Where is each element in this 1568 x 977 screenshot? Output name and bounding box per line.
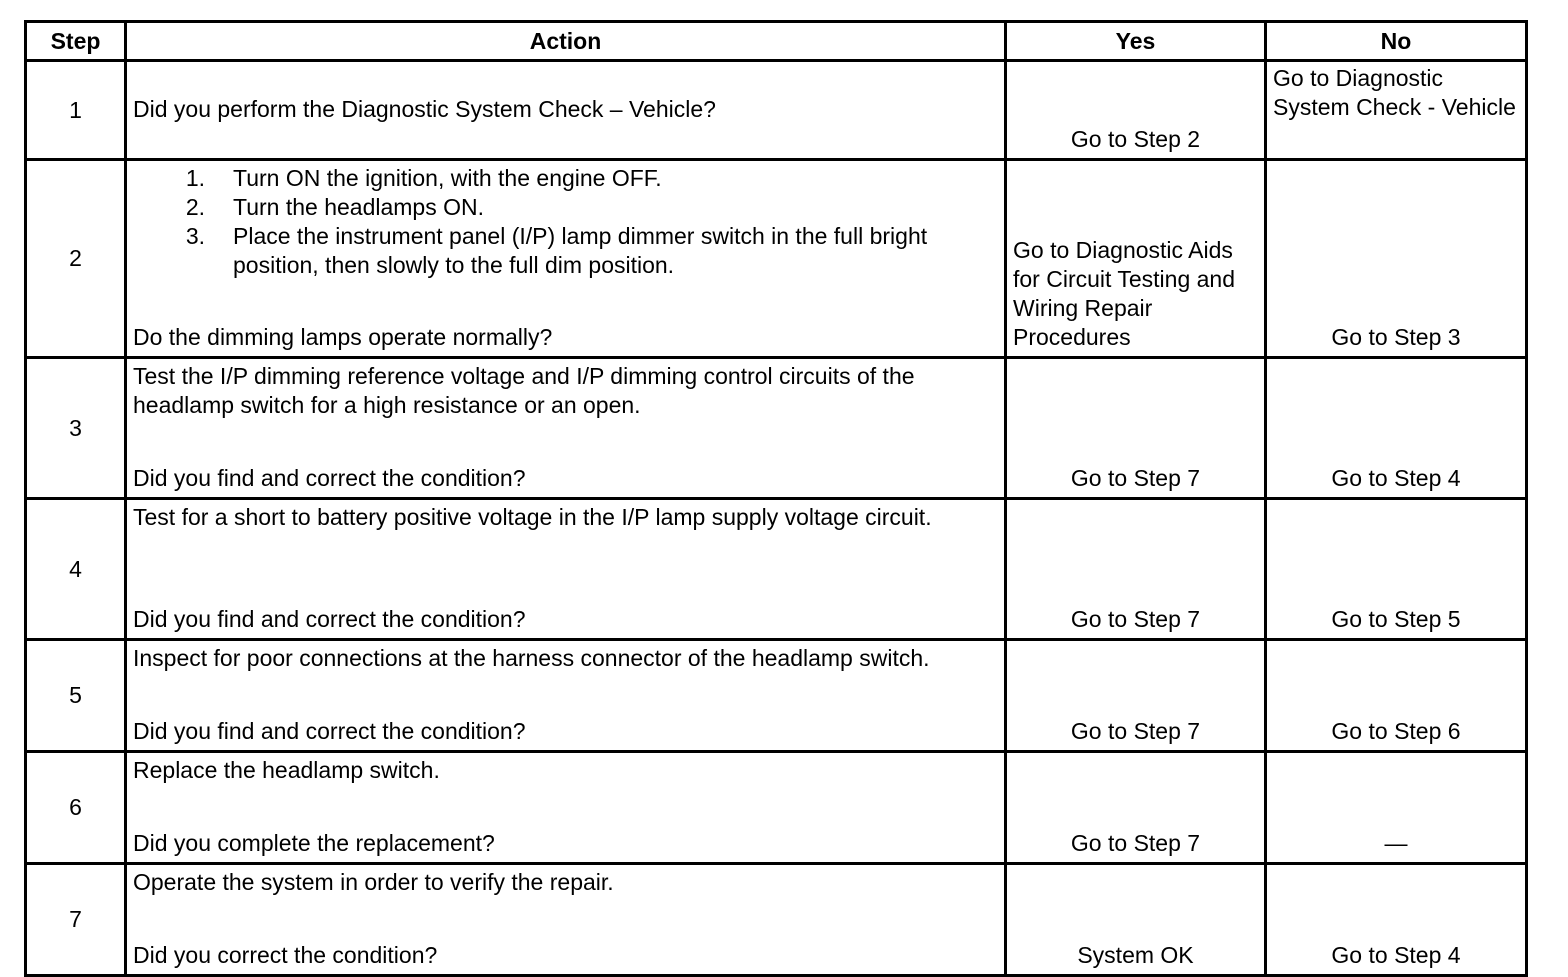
- table-row: [26, 160, 1527, 358]
- action-instruction: Test for a short to battery positive voltage in the I/P lamp supply voltage circuit.: [133, 504, 932, 530]
- action-cell: [126, 499, 1006, 640]
- yes-cell: Go to Step 7: [1006, 640, 1266, 752]
- no-cell: Go to Step 4: [1266, 864, 1527, 976]
- no-cell: Go to Step 6: [1266, 640, 1527, 752]
- table-row: [26, 358, 1527, 499]
- action-question: Did you complete the replacement?: [133, 830, 495, 856]
- step-number: 2: [26, 160, 126, 358]
- diagnostic-table: [24, 20, 1528, 977]
- action-instruction: Inspect for poor connections at the harness connector of the headlamp switch.: [133, 645, 930, 671]
- yes-cell: Go to Diagnostic Aids for Circuit Testing and Wiring Repair Procedures: [1006, 160, 1266, 358]
- step-number: 7: [26, 864, 126, 976]
- table-row: [26, 752, 1527, 864]
- header-step: Step: [26, 22, 126, 61]
- action-instruction: Operate the system in order to verify the repair.: [133, 869, 614, 895]
- action-question: Did you find and correct the condition?: [133, 606, 526, 632]
- substep: 1. Turn ON the ignition, with the engine OFF.: [185, 165, 662, 191]
- action-question: Did you find and correct the condition?: [133, 718, 526, 744]
- step-number: 5: [26, 640, 126, 752]
- step-number: 6: [26, 752, 126, 864]
- table-row: [26, 499, 1527, 640]
- substep: 3. Place the instrument panel (I/P) lamp dimmer switch in the full bright position, then slowly to the full dim position.: [185, 223, 928, 278]
- table-row: [26, 61, 1527, 160]
- action-cell: [126, 864, 1006, 976]
- table-row: [26, 640, 1527, 752]
- action-cell: [126, 160, 1006, 358]
- substep: 2. Turn the headlamps ON.: [185, 194, 484, 220]
- substep-list: [133, 164, 998, 280]
- step-number: 1: [26, 61, 126, 160]
- no-cell: Go to Step 5: [1266, 499, 1527, 640]
- header-row: [26, 22, 1527, 61]
- action-instruction: Replace the headlamp switch.: [133, 757, 440, 783]
- table-row: [26, 864, 1527, 976]
- action-cell: [126, 752, 1006, 864]
- action-question: Did you perform the Diagnostic System Check – Vehicle?: [133, 96, 716, 122]
- yes-cell: System OK: [1006, 864, 1266, 976]
- header-no: No: [1266, 22, 1527, 61]
- action-question: Did you find and correct the condition?: [133, 465, 526, 491]
- action-question: Did you correct the condition?: [133, 942, 438, 968]
- yes-cell: Go to Step 7: [1006, 499, 1266, 640]
- yes-cell: Go to Step 7: [1006, 358, 1266, 499]
- no-cell: Go to Step 4: [1266, 358, 1527, 499]
- action-cell: [126, 640, 1006, 752]
- action-question: Do the dimming lamps operate normally?: [133, 324, 553, 350]
- action-cell: [126, 61, 1006, 160]
- yes-cell: Go to Step 7: [1006, 752, 1266, 864]
- action-instruction: Test the I/P dimming reference voltage and I/P dimming control circuits of the headlamp switch for a high resistance or an open.: [133, 363, 915, 418]
- action-cell: [126, 358, 1006, 499]
- no-cell: —: [1266, 752, 1527, 864]
- no-cell: Go to Step 3: [1266, 160, 1527, 358]
- header-yes: Yes: [1006, 22, 1266, 61]
- step-number: 4: [26, 499, 126, 640]
- header-action: Action: [126, 22, 1006, 61]
- step-number: 3: [26, 358, 126, 499]
- yes-cell: Go to Step 2: [1006, 61, 1266, 160]
- no-cell: Go to Diagnostic System Check - Vehicle: [1266, 61, 1527, 160]
